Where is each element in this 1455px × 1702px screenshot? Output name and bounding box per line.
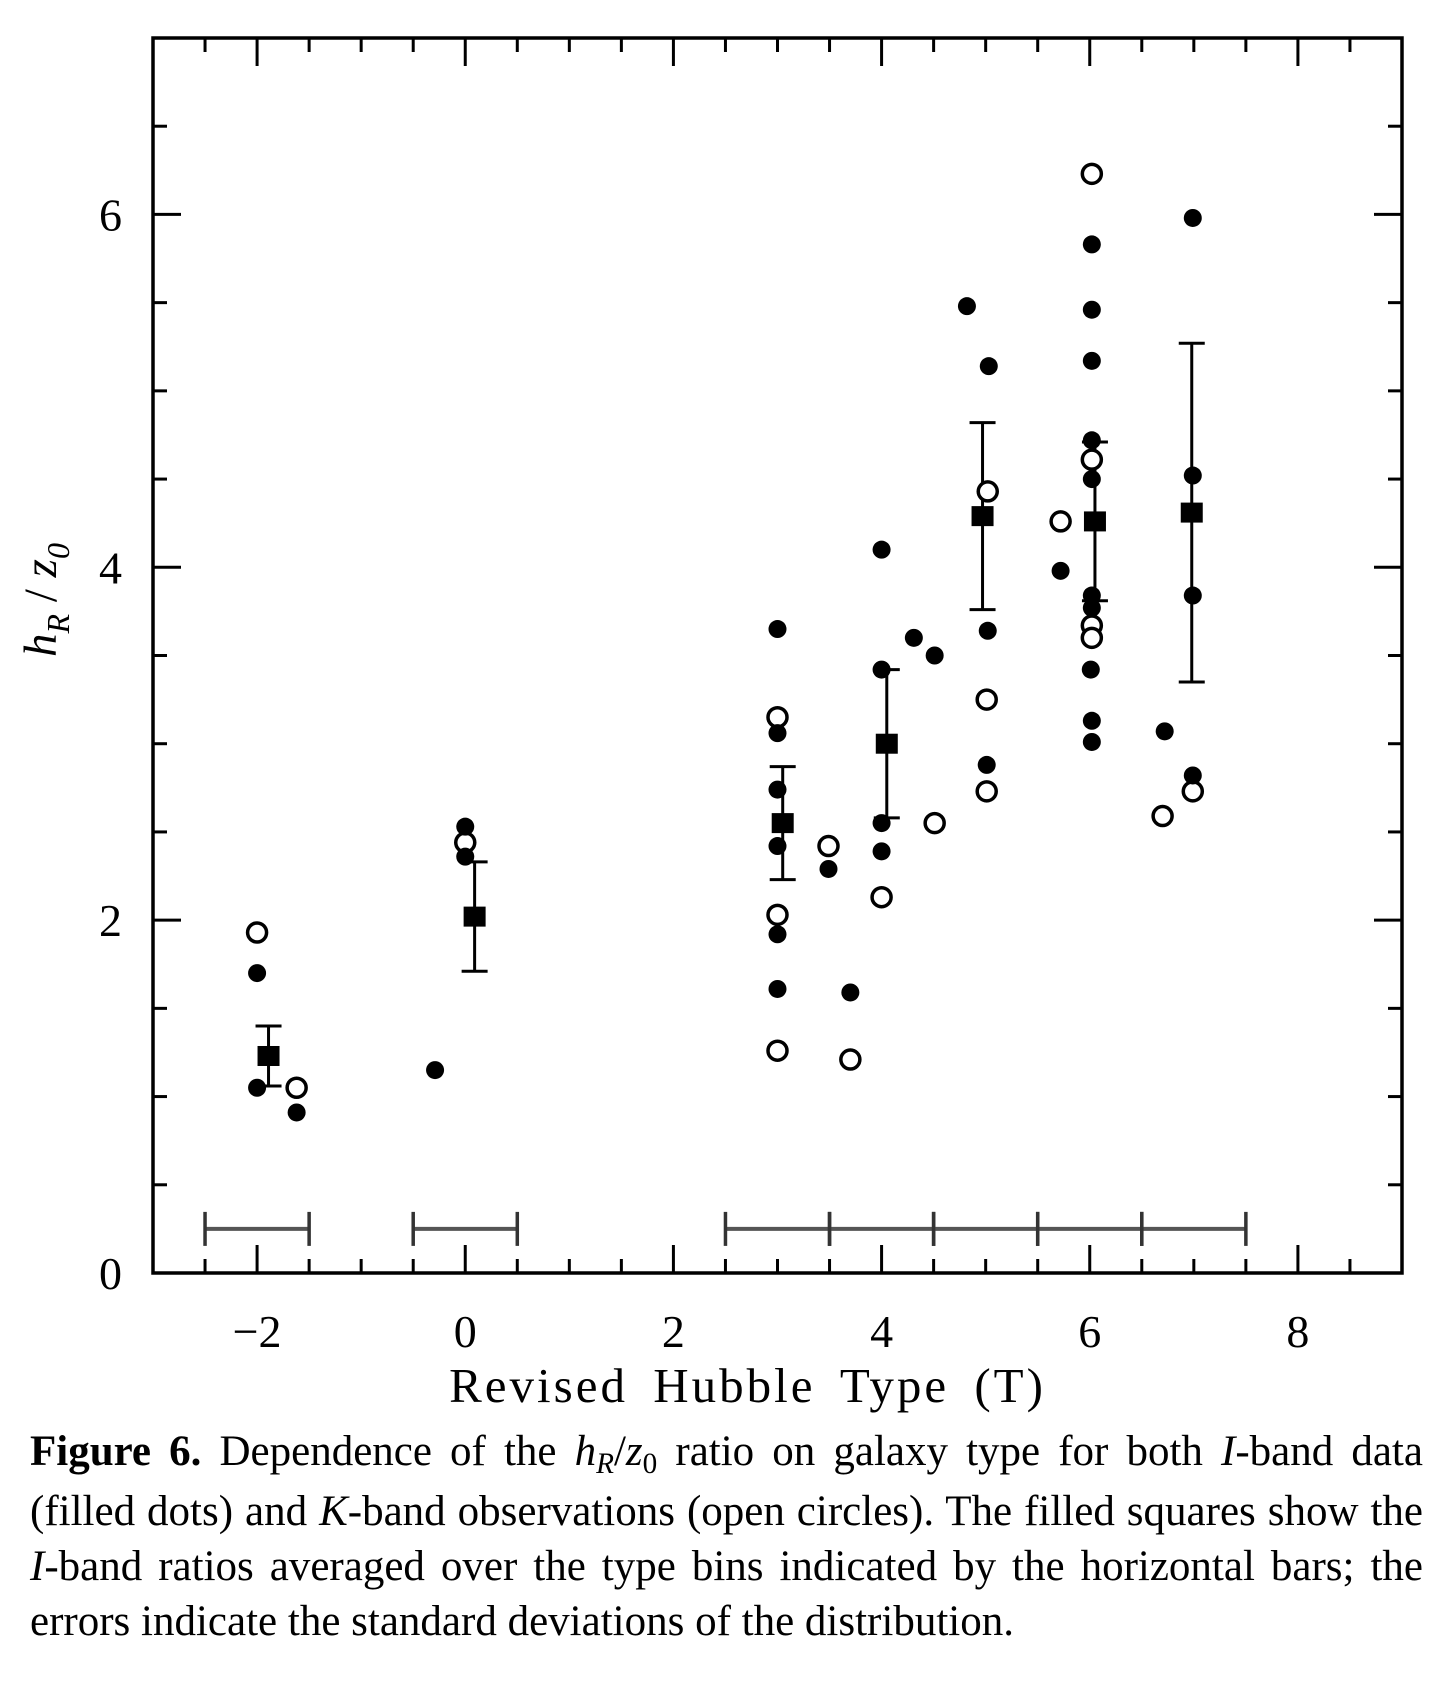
iband-point bbox=[456, 818, 474, 836]
iband-point bbox=[841, 983, 859, 1001]
kband-point bbox=[768, 1041, 787, 1060]
kband-point bbox=[819, 837, 838, 856]
kband-point bbox=[1082, 450, 1101, 469]
y-axis-title: $h_R / z_0$ bbox=[15, 543, 76, 657]
caption-segment: I bbox=[1221, 1428, 1236, 1475]
iband-point bbox=[1083, 235, 1101, 253]
kband-point bbox=[925, 814, 944, 833]
iband-point bbox=[769, 925, 787, 943]
type-bin-bar bbox=[830, 1212, 934, 1246]
caption-segment: K bbox=[319, 1487, 348, 1535]
iband-points bbox=[248, 209, 1202, 1121]
iband-point bbox=[1184, 766, 1202, 784]
axes-ticks bbox=[153, 38, 1402, 1273]
iband-point bbox=[1083, 599, 1101, 617]
iband-point bbox=[1083, 431, 1101, 449]
iband-point bbox=[769, 620, 787, 638]
x-tick-label: 4 bbox=[870, 1306, 894, 1357]
iband-point bbox=[1184, 467, 1202, 485]
caption-segment: -band observations (open circles). The filled squares show the bbox=[347, 1487, 1424, 1535]
iband-point bbox=[1083, 352, 1101, 370]
x-tick-label: 6 bbox=[1078, 1306, 1102, 1357]
iband-point bbox=[1083, 712, 1101, 730]
iband-point bbox=[769, 781, 787, 799]
kband-point bbox=[1082, 164, 1101, 183]
caption-segment: -band ratios averaged over the type bins indicated by the horizontal bars; the errors indicate the standard deviations of the distribution. bbox=[30, 1542, 1423, 1645]
bin-average-marker bbox=[970, 423, 996, 610]
caption-segment: Dependence of the bbox=[201, 1428, 575, 1475]
iband-point bbox=[769, 724, 787, 742]
bin-averages bbox=[256, 343, 1205, 1086]
iband-point bbox=[248, 1079, 266, 1097]
iband-point bbox=[1052, 562, 1070, 580]
kband-point bbox=[248, 923, 267, 942]
iband-point bbox=[979, 622, 997, 640]
caption-segment: h bbox=[574, 1428, 597, 1475]
kband-point bbox=[841, 1050, 860, 1069]
caption-segment: ratio on galaxy type for both bbox=[657, 1428, 1222, 1475]
y-axis-tick-labels bbox=[99, 189, 122, 1299]
figure-caption bbox=[30, 1424, 1423, 1649]
iband-point bbox=[926, 647, 944, 665]
bin-average-marker bbox=[256, 1026, 282, 1086]
kband-point bbox=[1183, 782, 1202, 801]
kband-point bbox=[768, 708, 787, 727]
type-bin-bar bbox=[205, 1212, 309, 1246]
iband-point bbox=[1156, 722, 1174, 740]
x-tick-label: 8 bbox=[1286, 1306, 1310, 1357]
kband-point bbox=[1051, 512, 1070, 531]
iband-point bbox=[1082, 661, 1100, 679]
x-axis-tick-labels bbox=[233, 1306, 1310, 1357]
bin-average-marker bbox=[874, 670, 900, 818]
plot-frame bbox=[153, 38, 1402, 1273]
caption-segment: I bbox=[30, 1542, 45, 1590]
kband-point bbox=[977, 782, 996, 801]
type-bin-bar bbox=[413, 1212, 517, 1246]
iband-point bbox=[288, 1103, 306, 1121]
kband-points bbox=[248, 164, 1203, 1097]
type-bin-bar bbox=[1038, 1212, 1142, 1246]
bin-average-marker bbox=[462, 862, 488, 971]
type-bin-bars bbox=[205, 1212, 1246, 1246]
iband-point bbox=[978, 756, 996, 774]
kband-point bbox=[977, 690, 996, 709]
iband-point bbox=[1083, 301, 1101, 319]
kband-point bbox=[1153, 807, 1172, 826]
x-tick-label: 0 bbox=[453, 1306, 477, 1357]
iband-point bbox=[456, 848, 474, 866]
iband-point bbox=[426, 1061, 444, 1079]
iband-point bbox=[769, 980, 787, 998]
iband-point bbox=[958, 297, 976, 315]
iband-point bbox=[873, 814, 891, 832]
y-tick-label: 4 bbox=[99, 542, 122, 594]
kband-point bbox=[768, 905, 787, 924]
kband-point bbox=[872, 888, 891, 907]
type-bin-bar bbox=[1142, 1212, 1246, 1246]
kband-point bbox=[978, 482, 997, 501]
iband-point bbox=[873, 842, 891, 860]
x-tick-label: −2 bbox=[232, 1306, 282, 1357]
iband-point bbox=[905, 629, 923, 647]
caption-segment: -band data (filled dots) and bbox=[30, 1428, 1423, 1535]
iband-point bbox=[873, 541, 891, 559]
iband-point bbox=[1083, 470, 1101, 488]
caption-segment: R bbox=[596, 1448, 614, 1481]
x-axis-title: Revised Hubble Type (T) bbox=[449, 1358, 1046, 1413]
iband-point bbox=[873, 661, 891, 679]
iband-point bbox=[980, 357, 998, 375]
y-tick-label: 0 bbox=[99, 1248, 122, 1299]
iband-point bbox=[1083, 733, 1101, 751]
caption-segment: 0 bbox=[642, 1448, 658, 1481]
iband-point bbox=[820, 860, 838, 878]
kband-point bbox=[1082, 628, 1101, 647]
iband-point bbox=[248, 964, 266, 982]
iband-point bbox=[769, 837, 787, 855]
iband-point bbox=[1184, 209, 1202, 227]
bin-average-marker bbox=[1179, 343, 1205, 682]
x-tick-label: 2 bbox=[661, 1306, 685, 1357]
iband-point bbox=[1184, 587, 1202, 605]
type-bin-bar bbox=[725, 1212, 829, 1246]
caption-segment: Figure 6. bbox=[30, 1428, 202, 1475]
caption-segment: / bbox=[613, 1428, 626, 1475]
caption-segment: z bbox=[625, 1428, 643, 1475]
type-bin-bar bbox=[934, 1212, 1038, 1246]
y-tick-label: 6 bbox=[99, 189, 122, 241]
y-tick-label: 2 bbox=[99, 895, 122, 947]
kband-point bbox=[287, 1078, 306, 1097]
